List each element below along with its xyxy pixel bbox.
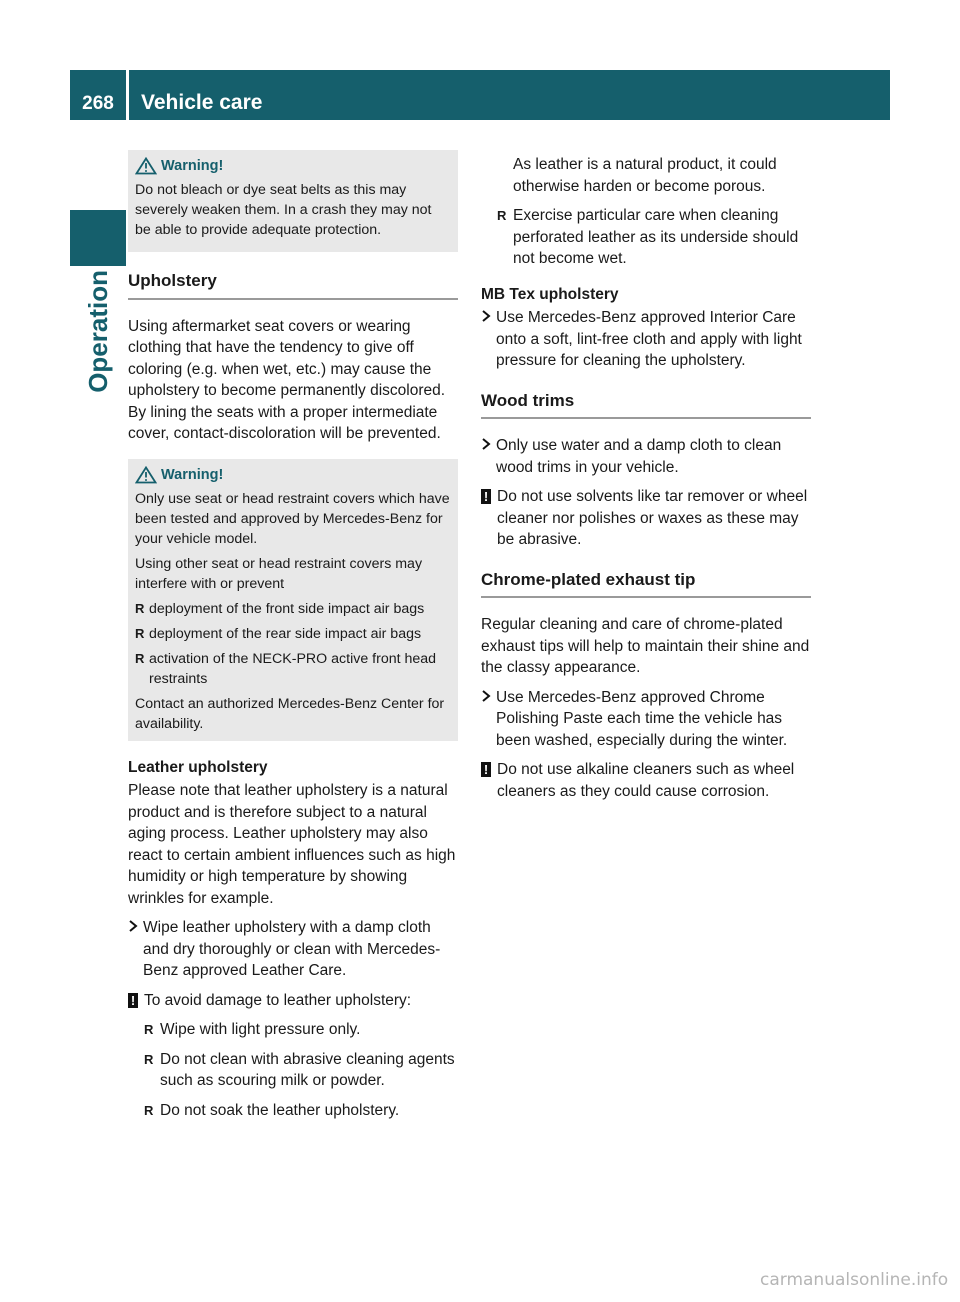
warning-text: Do not bleach or dye seat belts as this may severely weaken them. In a crash they may not be able to provide adequate protection. [135, 182, 432, 238]
bullet-mark: R [497, 208, 507, 223]
caution-note [128, 990, 458, 1012]
bullet-mark: R [144, 1102, 154, 1118]
warning-header [135, 465, 450, 485]
caution-note [481, 486, 811, 551]
warning-text: Only use seat or head restraint covers which have been tested and approved by Mercedes-Benz for your vehicle model. [135, 490, 450, 547]
action-arrow-icon [481, 310, 491, 322]
left-column [128, 150, 458, 1129]
bullet-text: deployment of the rear side impact air bags [149, 625, 422, 642]
warning-bullet [135, 649, 450, 689]
section-heading-chrome-exhaust: Chrome-plated exhaust tip [481, 569, 811, 599]
warning-title: Warning! [161, 158, 224, 174]
subheading-leather-upholstery: Leather upholstery [128, 758, 268, 776]
section-heading-upholstery: Upholstery [128, 270, 458, 300]
bullet-mark: R [135, 600, 145, 616]
bullet-text: activation of the NECK-PRO active front head restraints [149, 650, 437, 687]
note-text: To avoid damage to leather upholstery: [144, 991, 412, 1009]
warning-text: Using other seat or head restraint covers may interfere with or prevent [135, 555, 423, 592]
section-heading-wood-trims: Wood trims [481, 390, 811, 420]
warning-bullet [135, 599, 450, 619]
bullet-mark: R [144, 1051, 154, 1067]
instruction-step [481, 687, 811, 752]
warning-text: Contact an authorized Mercedes-Benz Center for availability. [135, 695, 445, 732]
note-bullet [144, 1019, 458, 1041]
bullet-mark: R [144, 1022, 154, 1037]
bullet-mark: R [135, 650, 145, 666]
bullet-text: Do not soak the leather upholstery. [160, 1101, 400, 1119]
page-number: 268 [70, 70, 126, 120]
instruction-step [481, 435, 811, 478]
section-tab-marker [70, 210, 126, 266]
exclamation-icon: ! [128, 993, 138, 1008]
section-tab-text: Operation [82, 270, 113, 393]
step-text: Use Mercedes-Benz approved Interior Care onto a soft, lint-free cloth and apply with light pressure for cleaning the upholstery. [496, 309, 802, 369]
note-bullet [144, 1100, 458, 1122]
exclamation-icon: ! [481, 762, 491, 777]
note-bullet [497, 205, 811, 270]
warning-bullet [135, 624, 450, 644]
step-text: Wipe leather upholstery with a damp cloth and dry thoroughly or clean with Mercedes-Benz approved Leather Care. [143, 919, 441, 979]
warning-box-seat-belts [128, 150, 458, 252]
subheading-mb-tex: MB Tex upholstery [481, 285, 619, 303]
exclamation-icon: ! [481, 489, 491, 504]
instruction-step [128, 917, 458, 982]
watermark: carmanualsonline.info [760, 1270, 949, 1290]
bullet-text: Wipe with light pressure only. [160, 1021, 361, 1038]
step-text: Only use water and a damp cloth to clean wood trims in your vehicle. [496, 437, 782, 476]
action-arrow-icon [481, 690, 491, 702]
caution-note [481, 759, 811, 802]
bullet-text: deployment of the front side impact air bags [149, 600, 425, 617]
note-bullet [144, 1049, 458, 1092]
step-text: Use Mercedes-Benz approved Chrome Polishing Paste each time the vehicle has been washed, especially during the winter. [496, 688, 788, 749]
bullet-text: Exercise particular care when cleaning perforated leather as its underside should not become wet. [513, 207, 799, 267]
action-arrow-icon [128, 920, 138, 932]
section-tab-label [70, 270, 126, 490]
leather-continued: As leather is a natural product, it could otherwise harden or become porous. [513, 156, 777, 195]
instruction-step [481, 307, 811, 372]
note-text: Do not use solvents like tar remover or wheel cleaner nor polishes or waxes as these may be abrasive. [497, 488, 808, 548]
warning-triangle-icon [135, 466, 157, 484]
warning-title: Warning! [161, 466, 224, 483]
bullet-mark: R [135, 625, 145, 641]
chrome-intro: Regular cleaning and care of chrome-plated exhaust tips will help to maintain their shine and the classy appearance. [481, 616, 810, 676]
leather-intro: Please note that leather upholstery is a natural product and is therefore subject to a natural aging process. Leather upholstery may also react to certain ambient influences such as high humidity or high temperature by showing wrinkles for example. [128, 782, 456, 907]
bullet-text: Do not clean with abrasive cleaning agents such as scouring milk or powder. [160, 1050, 455, 1089]
note-text: Do not use alkaline cleaners such as wheel cleaners as they could cause corrosion. [497, 761, 795, 800]
warning-box-seat-covers [128, 459, 458, 741]
upholstery-intro: Using aftermarket seat covers or wearing clothing that have the tendency to give off coloring (e.g. when wet, etc.) may cause the upholstery to become permanently discolored. By lining the seats with a proper intermediate cover, contact-discoloration will be prevented. [128, 317, 446, 442]
warning-header [135, 156, 450, 176]
action-arrow-icon [481, 438, 491, 450]
warning-triangle-icon [135, 157, 157, 175]
right-column [481, 154, 811, 810]
page-title: Vehicle care [129, 70, 890, 120]
